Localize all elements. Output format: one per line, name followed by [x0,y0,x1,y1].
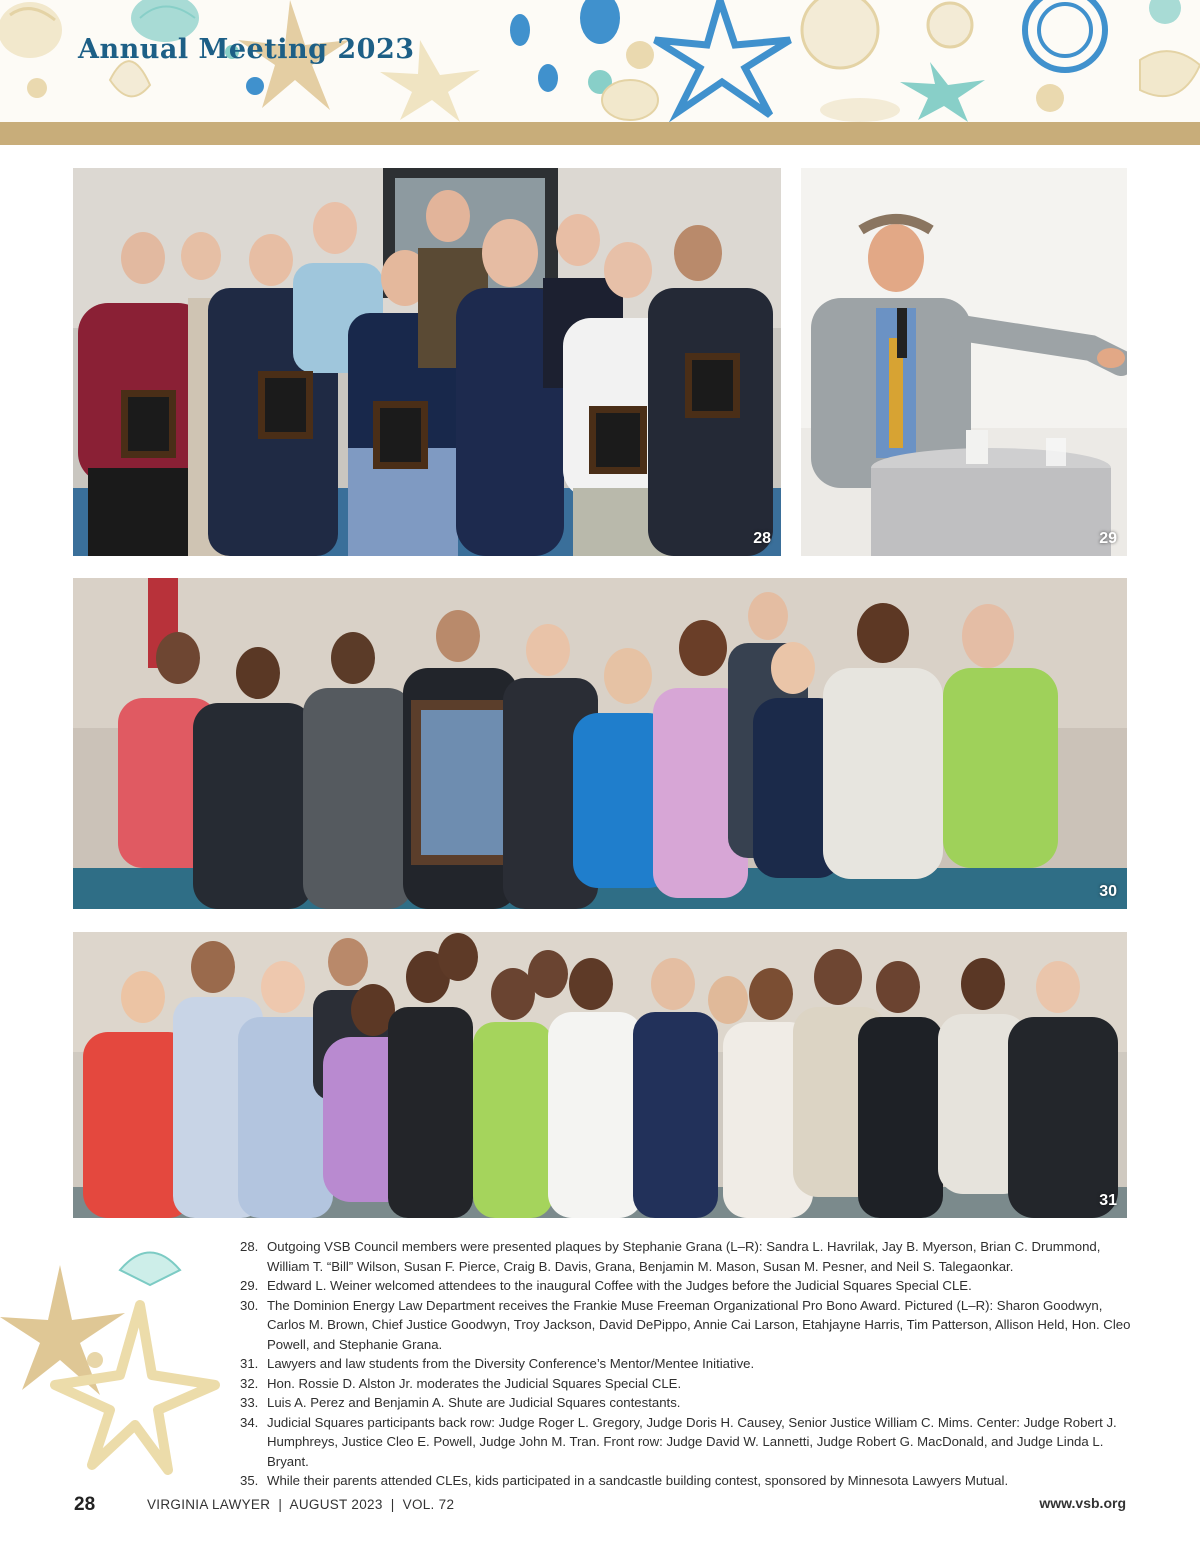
photo-30 [73,578,1127,909]
caption-item: 35. While their parents attended CLEs, kids participated in a sandcastle building contest, sponsored by Minnesota Lawyers Mutual. [240,1473,1009,1488]
header-gold-bar [0,122,1200,145]
page-number: 28 [74,1494,96,1515]
caption-item: 31. Lawyers and law students from the Diversity Conference’s Mentor/Mentee Initiative. [240,1356,755,1371]
caption-item: 29. Edward L. Weiner welcomed attendees to the inaugural Coffee with the Judges before the Judicial Squares Special CLE. [240,1278,972,1293]
photo-number: 29 [1099,530,1117,547]
website-link[interactable]: www.vsb.org [1039,1495,1126,1511]
photo-number: 30 [1099,883,1117,900]
caption-item: 34. Judicial Squares participants back row: Judge Roger L. Gregory, Judge Doris H. Causey, Senior Justice William C. Mims. Center: Judge Robert J. Humphreys, Justice Cleo E. Powell, Judge John M. Tran. Front row: Judge David W. Lannetti, Judge Robert G. MacDonald, and Judge Linda L. Bryant. [240,1414,1117,1469]
photo-29 [801,168,1127,556]
starfish-decoration-icon [0,1225,230,1485]
caption-item: 32. Hon. Rossie D. Alston Jr. moderates the Judicial Squares Special CLE. [240,1375,682,1391]
photo-28 [73,168,781,556]
page-footer [0,1490,1200,1520]
caption-item: 28. Outgoing VSB Council members were presented plaques by Stephanie Grana (L–R): Sandra L. Havrilak, Jay B. Myerson, Brian C. Drummond, William T. “Bill” Wilson, Susan F. Pierce, Craig B. Davis, Grana, Benjamin M. Mason, Susan M. Pesner, and Neil S. Talegaonkar. [240,1239,1101,1274]
group-photo-icon [73,168,781,556]
photo-number: 28 [753,530,771,547]
caption-item: 30. The Dominion Energy Law Department receives the Frankie Muse Freeman Organizational Pro Bono Award. Pictured (L–R): Sharon Goodwyn, Carlos M. Brown, Chief Justice Goodwyn, Troy Jackson, David DePippo, Annie Cai Larson, Etahjayne Harris, Tim Patterson, Allison Held, Hon. Cleo Powell, and Stephanie Grana. [240,1297,1131,1352]
photo-captions [240,1237,1135,1491]
caption-item: 33. Luis A. Perez and Benjamin A. Shute are Judicial Squares contestants. [240,1395,681,1410]
group-photo-icon [73,578,1127,909]
header-banner [0,0,1200,122]
section-title: Annual Meeting 2023 [78,34,415,65]
publication-info: VIRGINIA LAWYER | AUGUST 2023 | VOL. 72 [147,1497,455,1512]
photo-number: 31 [1099,1192,1117,1209]
speaker-photo-icon [801,168,1127,556]
group-photo-icon [73,932,1127,1218]
photo-31 [73,932,1127,1218]
